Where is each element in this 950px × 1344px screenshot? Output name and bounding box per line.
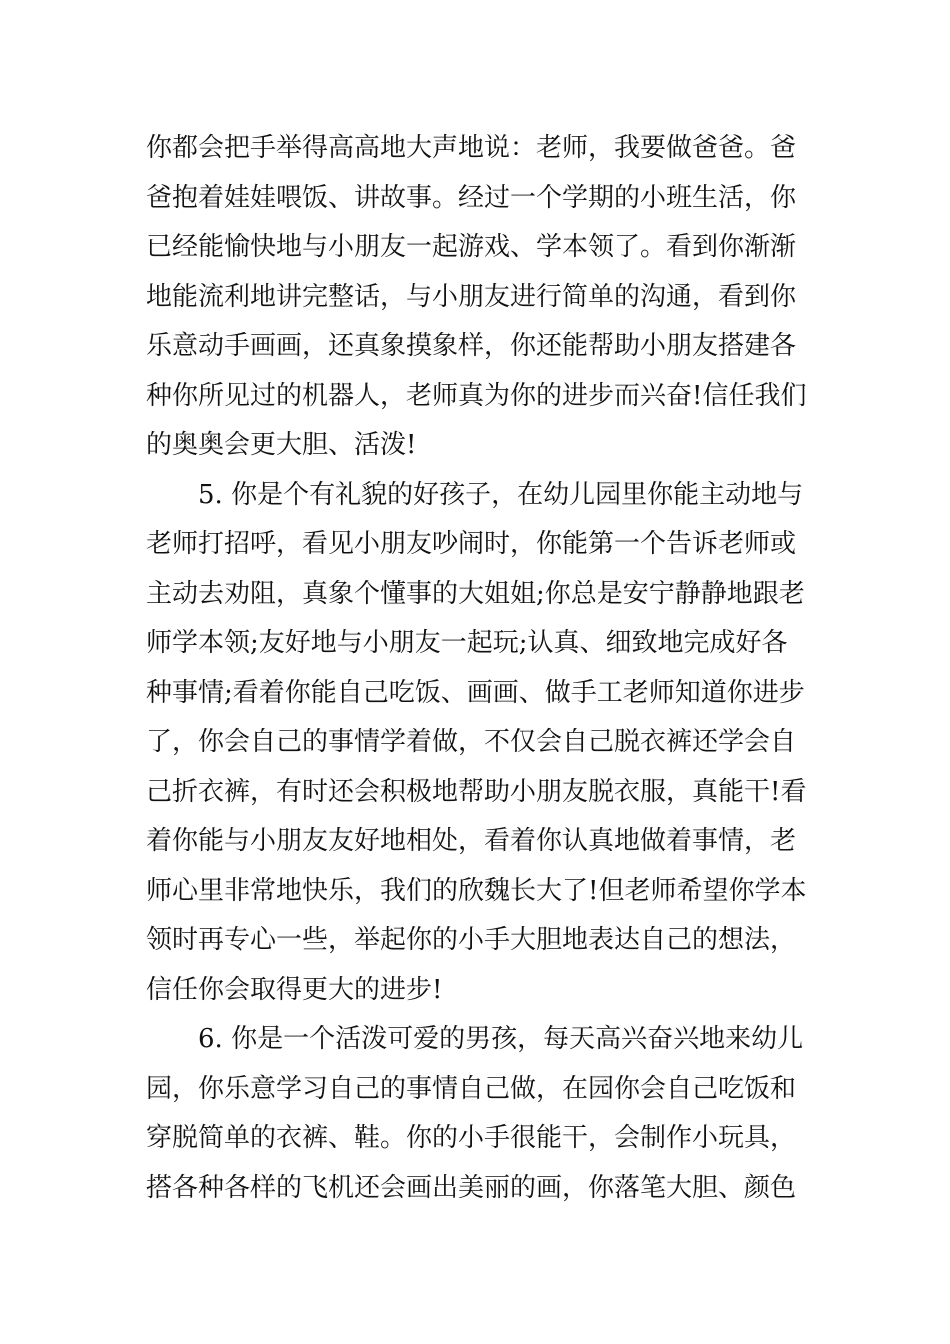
text-line: 主动去劝阻，真象个懂事的大姐姐;你总是安宁静静地跟老 [146,578,805,609]
text-line: 已经能愉快地与小朋友一起游戏、学本领了。看到你渐渐 [146,232,797,262]
paragraph-5-first-line: 5. 你是个有礼貌的好孩子，在幼儿园里你能主动地与 [146,479,804,510]
text-line: 领时再专心一些，举起你的小手大胆地表达自己的想法， [146,925,797,955]
text-line: 师心里非常地快乐，我们的欣魏长大了!但老师希望你学本 [146,875,807,906]
text-line: 己折衣裤，有时还会积极地帮助小朋友脱衣服，真能干!看 [146,776,807,807]
text-line: 种你所见过的机器人，老师真为你的进步而兴奋!信任我们 [146,380,807,411]
text-line: 园，你乐意学习自己的事情自己做，在园你会自己吃饭和 [146,1073,797,1104]
text-line: 穿脱简单的衣裤、鞋。你的小手很能干，会制作小玩具， [146,1123,797,1153]
text-line: 着你能与小朋友友好地相处，看着你认真地做着事情，老 [146,826,797,856]
text-line: 了，你会自己的事情学着做，不仅会自己脱衣裤还学会自 [146,727,797,757]
text-line: 搭各种各样的飞机还会画出美丽的画，你落笔大胆、颜色 [146,1172,797,1203]
text-line: 老师打招呼，看见小朋友吵闹时，你能第一个告诉老师或 [146,529,797,559]
text-line: 爸抱着娃娃喂饭、讲故事。经过一个学期的小班生活，你 [146,182,797,213]
document-body [146,124,806,1213]
text-line: 你都会把手举得高高地大声地说：老师，我要做爸爸。爸 [146,133,797,163]
text-line: 信任你会取得更大的进步! [146,974,443,1005]
text-line: 乐意动手画画，还真象摸象样，你还能帮助小朋友搭建各 [146,331,797,361]
paragraph-6-first-line: 6. 你是一个活泼可爱的男孩，每天高兴奋兴地来幼儿 [146,1024,804,1054]
text-line: 地能流利地讲完整话，与小朋友进行简单的沟通，看到你 [146,281,797,312]
text-line: 的奥奥会更大胆、活泼! [146,430,417,460]
text-line: 种事情;看着你能自己吃饭、画画、做手工老师知道你进步 [146,677,805,708]
text-line: 师学本领;友好地与小朋友一起玩;认真、细致地完成好各 [146,628,788,658]
